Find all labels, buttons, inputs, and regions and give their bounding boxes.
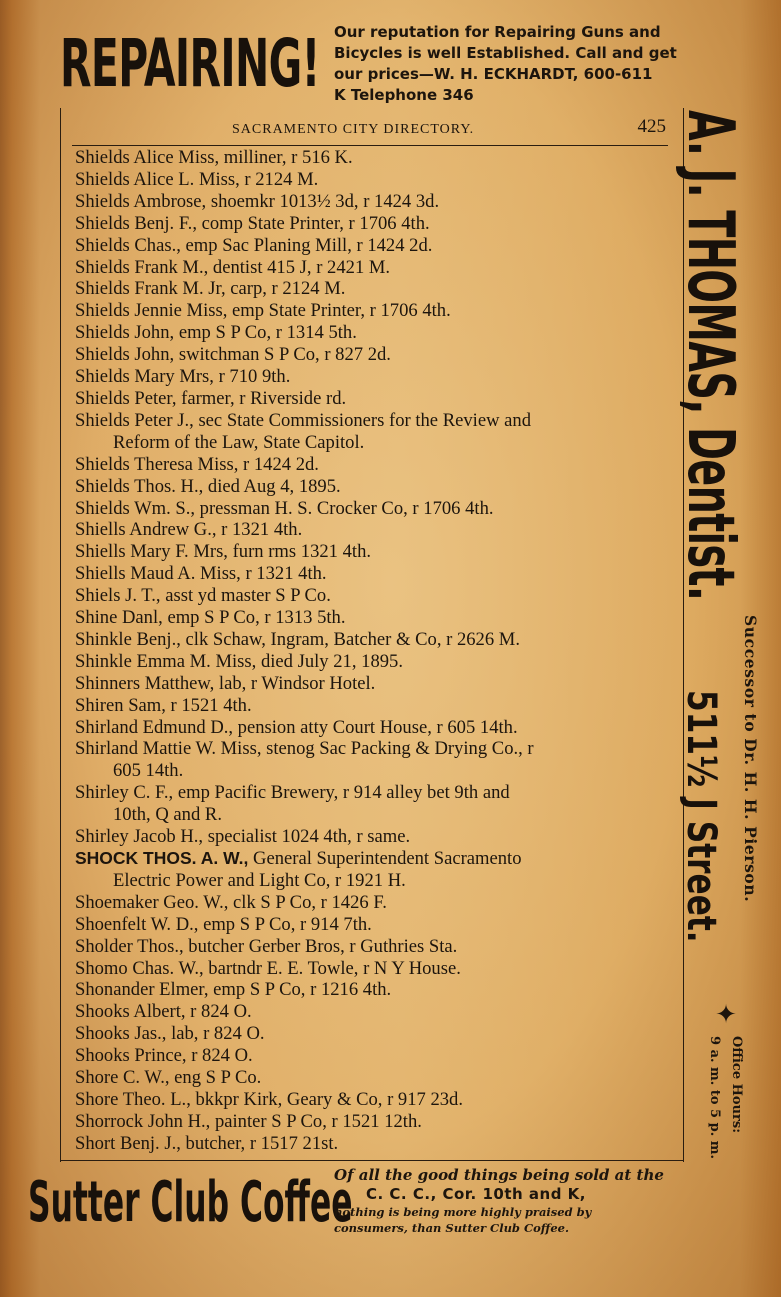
entry-text: Shore C. W., eng S P Co. [75, 1067, 262, 1089]
directory-entry [75, 519, 675, 541]
entry-text: Shoenfelt W. D., emp S P Co, r 914 7th. [75, 913, 372, 935]
entry-text: Shields Frank M. Jr, carp, r 2124 M. [75, 278, 346, 300]
entry-text: General Superintendent Sacramento [248, 848, 522, 869]
entry-text: Shinkle Emma M. Miss, died July 21, 1895. [75, 650, 403, 672]
directory-entry [75, 213, 675, 235]
directory-entry [75, 322, 675, 344]
ornament-icon: ✦ [715, 1000, 737, 1029]
directory-entry [75, 738, 675, 782]
entry-bold-name: SHOCK THOS. A. W., [75, 848, 249, 868]
entry-text: Shiells Andrew G., r 1321 4th. [75, 519, 303, 541]
entry-text: Shiren Sam, r 1521 4th. [75, 694, 252, 716]
directory-entry [75, 366, 675, 388]
entry-text: Shields Ambrose, shoemkr 1013½ 3d, r 1424 3d. [75, 190, 440, 212]
entry-text: Shoemaker Geo. W., clk S P Co, r 1426 F. [75, 891, 387, 913]
office-hours: 9 a. m. to 5 p. m. [707, 1036, 722, 1160]
repairing-ad-line: K Telephone 346 [334, 86, 474, 104]
entry-text: Shields Wm. S., pressman H. S. Crocker Co, r 1706 4th. [75, 497, 494, 519]
directory-entry [75, 673, 675, 695]
entry-continuation: Reform of the Law, State Capitol. [113, 431, 365, 453]
directory-entry [75, 388, 675, 410]
entry-text: Shields Benj. F., comp State Printer, r 1706 4th. [75, 212, 430, 234]
directory-entry [75, 476, 675, 498]
entry-continuation: Electric Power and Light Co, r 1921 H. [113, 869, 406, 891]
directory-entry [75, 235, 675, 257]
repairing-ad-text [334, 22, 734, 106]
repairing-advertisement [0, 0, 781, 108]
directory-entry [75, 1111, 675, 1133]
entry-text: Shirland Mattie W. Miss, stenog Sac Packing & Drying Co., r [75, 738, 534, 760]
page-number: 425 [637, 116, 666, 137]
directory-entry [75, 892, 675, 914]
entry-text: Shields Peter J., sec State Commissioners for the Review and [75, 409, 531, 431]
coffee-ad-line: C. C. C., Cor. 10th and K, [366, 1185, 587, 1203]
entry-text: Shields Alice L. Miss, r 2124 M. [75, 168, 319, 190]
directory-entry [75, 848, 675, 892]
entry-text: Shooks Jas., lab, r 824 O. [75, 1023, 265, 1045]
entry-text: Shields John, switchman S P Co, r 827 2d. [75, 344, 391, 366]
directory-entry [75, 300, 675, 322]
directory-entry [75, 914, 675, 936]
entry-text: Shine Danl, emp S P Co, r 1313 5th. [75, 607, 346, 629]
directory-entry [75, 629, 675, 651]
directory-entry [75, 695, 675, 717]
directory-entry [75, 278, 675, 300]
directory-entry [75, 1089, 675, 1111]
entry-text: Shomo Chas. W., bartndr E. E. Towle, r N Y House. [75, 957, 461, 979]
directory-entry [75, 585, 675, 607]
entry-text: Shorrock John H., painter S P Co, r 1521 12th. [75, 1110, 422, 1132]
entry-text: Shooks Prince, r 824 O. [75, 1045, 253, 1067]
directory-entry [75, 936, 675, 958]
directory-entry [75, 717, 675, 739]
repairing-headline: REPAIRING! [60, 25, 320, 102]
directory-entry [75, 782, 675, 826]
directory-entry [75, 191, 675, 213]
directory-entry [75, 1023, 675, 1045]
entry-text: Shinkle Benj., clk Schaw, Ingram, Batcher & Co, r 2626 M. [75, 628, 520, 650]
entry-continuation: 605 14th. [113, 760, 184, 782]
directory-entry [75, 344, 675, 366]
repairing-ad-line: Our reputation for Repairing Guns and [334, 23, 661, 41]
entry-text: Shields Peter, farmer, r Riverside rd. [75, 387, 347, 409]
office-hours-label: Office Hours: [729, 1036, 744, 1134]
entry-text: Shiells Mary F. Mrs, furn rms 1321 4th. [75, 541, 372, 563]
coffee-ad-line: Of all the good things being sold at the [334, 1166, 664, 1184]
entry-text: Shields Thos. H., died Aug 4, 1895. [75, 475, 341, 497]
running-head [72, 115, 668, 146]
entry-text: Shirley Jacob H., specialist 1024 4th, r same. [75, 826, 411, 848]
directory-title: SACRAMENTO CITY DIRECTORY. [232, 122, 475, 137]
directory-entry [75, 563, 675, 585]
bottom-rule [60, 1160, 684, 1161]
entry-text: Shinners Matthew, lab, r Windsor Hotel. [75, 672, 376, 694]
entry-text: Shore Theo. L., bkkpr Kirk, Geary & Co, r 917 23d. [75, 1088, 463, 1110]
directory-entry [75, 1133, 675, 1155]
directory-entry [75, 607, 675, 629]
repairing-ad-line: Bicycles is well Established. Call and get [334, 44, 677, 62]
coffee-brand: Sutter Club Coffee [28, 1170, 353, 1235]
entry-text: Shirley C. F., emp Pacific Brewery, r 914 alley bet 9th and [75, 782, 510, 804]
entry-text: Shiels J. T., asst yd master S P Co. [75, 585, 331, 607]
directory-entry [75, 651, 675, 673]
directory-entry [75, 958, 675, 980]
directory-entry [75, 979, 675, 1001]
directory-entry [75, 1067, 675, 1089]
entry-text: Shiells Maud A. Miss, r 1321 4th. [75, 563, 327, 585]
directory-entry [75, 410, 675, 454]
entry-text: Shields Mary Mrs, r 710 9th. [75, 366, 291, 388]
dentist-address-block [680, 690, 722, 1014]
entry-text: Shields John, emp S P Co, r 1314 5th. [75, 322, 357, 344]
entry-continuation: 10th, Q and R. [113, 804, 222, 826]
directory-entry [75, 498, 675, 520]
coffee-ad-line: nothing is being more highly praised by [334, 1205, 592, 1219]
dentist-successor: Successor to Dr. H. H. Pierson. [741, 615, 760, 903]
coffee-ad-text [334, 1166, 694, 1236]
directory-entry [75, 541, 675, 563]
entry-text: Shields Alice Miss, milliner, r 516 K. [75, 147, 353, 168]
entry-text: Sholder Thos., butcher Gerber Bros, r Guthries Sta. [75, 935, 458, 957]
dentist-address: 511½ J Street. [678, 690, 724, 943]
coffee-ad-line: consumers, than Sutter Club Coffee. [334, 1221, 569, 1235]
entry-text: Shields Chas., emp Sac Planing Mill, r 1424 2d. [75, 234, 433, 256]
entry-text: Shooks Albert, r 824 O. [75, 1001, 252, 1023]
directory-entries [75, 147, 675, 1155]
entry-text: Shonander Elmer, emp S P Co, r 1216 4th. [75, 979, 392, 1001]
entry-text: Shields Frank M., dentist 415 J, r 2421 M. [75, 256, 391, 278]
directory-entry [75, 1001, 675, 1023]
entry-text: Short Benj. J., butcher, r 1517 21st. [75, 1132, 339, 1154]
directory-entry [75, 257, 675, 279]
directory-entry [75, 826, 675, 848]
entry-text: Shields Jennie Miss, emp State Printer, r 1706 4th. [75, 300, 451, 322]
repairing-ad-line: our prices—W. H. ECKHARDT, 600-611 [334, 65, 653, 83]
directory-entry [75, 454, 675, 476]
directory-entry [75, 1045, 675, 1067]
directory-entry [75, 147, 675, 169]
directory-entry [75, 169, 675, 191]
entry-text: Shirland Edmund D., pension atty Court House, r 605 14th. [75, 716, 518, 738]
dentist-name: A. J. THOMAS, Dentist. [673, 110, 747, 601]
entry-text: Shields Theresa Miss, r 1424 2d. [75, 453, 319, 475]
